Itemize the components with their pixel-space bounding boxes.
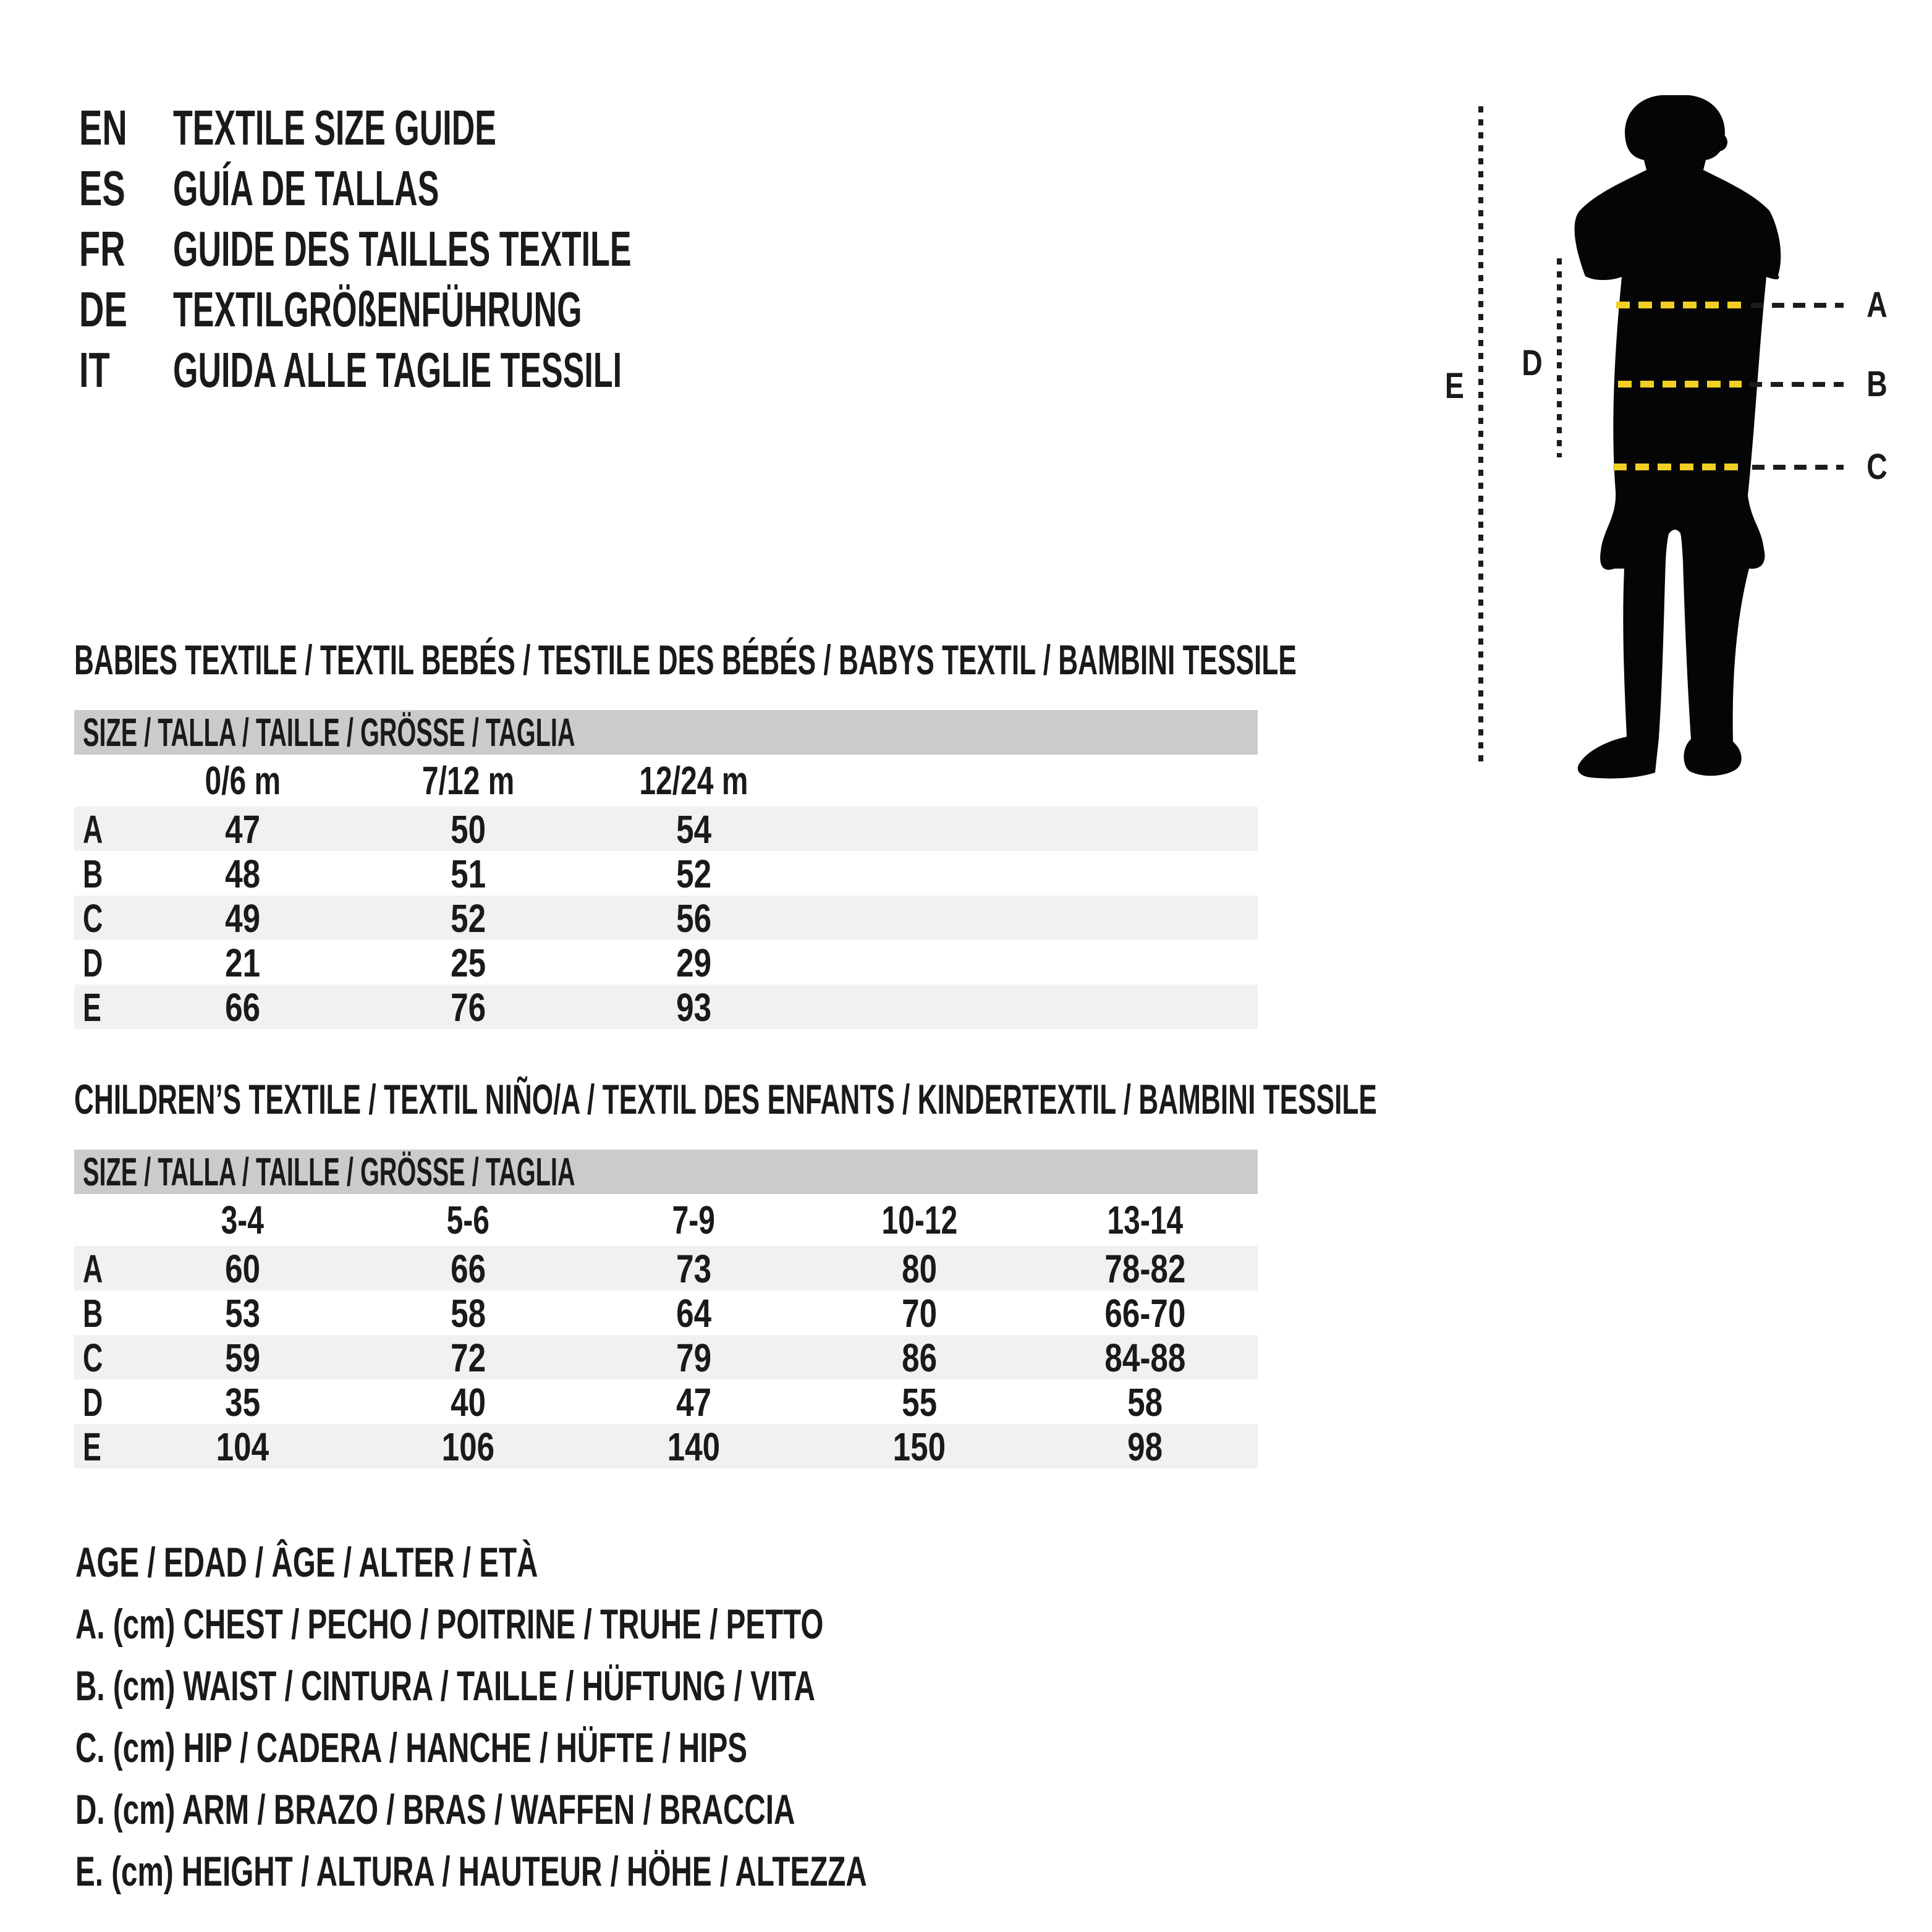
cell-value: 64 bbox=[676, 1291, 711, 1336]
table-row bbox=[74, 985, 1258, 1029]
language-title: GUÍA DE TALLAS bbox=[173, 161, 439, 216]
cell-value: 66-70 bbox=[1104, 1291, 1185, 1336]
cell-value: 66 bbox=[451, 1247, 486, 1291]
measure-label-b: B bbox=[1866, 364, 1888, 404]
row-label: E bbox=[83, 985, 101, 1030]
measure-label-e: E bbox=[1444, 366, 1464, 406]
measurement-legend bbox=[75, 1532, 1206, 1902]
table-row bbox=[74, 896, 1258, 940]
legend-line-waist: B. (cm) WAIST / CINTURA / TAILLE / HÜFTUNG / VITA bbox=[75, 1663, 815, 1710]
children-section-title: CHILDREN’S TEXTILE / TEXTIL NIÑO/A / TEXTIL DES ENFANTS / KINDERTEXTIL / BAMBINI TESSILE bbox=[74, 1076, 1377, 1123]
cell-value: 55 bbox=[902, 1380, 937, 1425]
language-title: TEXTILE SIZE GUIDE bbox=[173, 100, 496, 155]
cell-value: 35 bbox=[225, 1380, 260, 1425]
cell-value: 86 bbox=[902, 1336, 937, 1380]
row-label: C bbox=[83, 896, 103, 941]
row-label: A bbox=[83, 1247, 103, 1291]
chest-line-yellow-a bbox=[1616, 302, 1743, 308]
hip-line-yellow-c bbox=[1613, 464, 1744, 470]
table-row bbox=[74, 1290, 1258, 1335]
cell-value: 84-88 bbox=[1104, 1336, 1185, 1380]
children-column-header-row bbox=[74, 1194, 1258, 1246]
cell-value: 104 bbox=[216, 1425, 269, 1469]
language-code: ES bbox=[79, 161, 125, 216]
table-row bbox=[74, 807, 1258, 851]
cell-value: 52 bbox=[676, 852, 711, 896]
language-title: GUIDA ALLE TAGLIE TESSILI bbox=[173, 342, 622, 397]
cell-value: 53 bbox=[225, 1291, 260, 1336]
cell-value: 150 bbox=[892, 1425, 946, 1469]
table-row bbox=[74, 1246, 1258, 1290]
measure-label-a: A bbox=[1866, 285, 1888, 325]
cell-value: 73 bbox=[676, 1247, 711, 1291]
cell-value: 79 bbox=[676, 1336, 711, 1380]
language-row-en bbox=[79, 98, 878, 158]
column-header: 7-9 bbox=[672, 1198, 716, 1242]
cell-value: 98 bbox=[1127, 1425, 1163, 1469]
row-label: C bbox=[83, 1336, 103, 1380]
cell-value: 58 bbox=[451, 1291, 486, 1336]
cell-value: 52 bbox=[451, 896, 486, 941]
legend-line-chest: A. (cm) CHEST / PECHO / POITRINE / TRUHE / PETTO bbox=[75, 1601, 824, 1648]
babies-column-header-row bbox=[74, 755, 1258, 807]
language-code: EN bbox=[79, 100, 127, 155]
column-header: 5-6 bbox=[446, 1198, 490, 1242]
babies-size-table bbox=[74, 710, 1258, 1029]
column-header: 10-12 bbox=[881, 1198, 957, 1242]
waist-line-yellow-b bbox=[1618, 381, 1742, 388]
measure-label-c: C bbox=[1866, 447, 1888, 487]
cell-value: 66 bbox=[225, 985, 260, 1030]
column-header: 3-4 bbox=[221, 1198, 265, 1242]
cell-value: 59 bbox=[225, 1336, 260, 1380]
language-code: IT bbox=[79, 342, 110, 397]
cell-value: 72 bbox=[451, 1336, 486, 1380]
measure-label-d: D bbox=[1522, 343, 1543, 383]
column-header: 12/24 m bbox=[639, 758, 748, 803]
language-row-fr bbox=[79, 219, 878, 279]
language-row-es bbox=[79, 158, 878, 219]
row-label: B bbox=[83, 852, 103, 896]
children-size-table bbox=[74, 1150, 1258, 1468]
language-code: FR bbox=[79, 221, 125, 276]
cell-value: 80 bbox=[902, 1247, 937, 1291]
row-label: B bbox=[83, 1291, 103, 1336]
table-row bbox=[74, 1335, 1258, 1379]
children-size-header-band: SIZE / TALLA / TAILLE / GRÖSSE / TAGLIA bbox=[74, 1150, 1258, 1194]
language-row-de bbox=[79, 279, 878, 340]
cell-value: 49 bbox=[225, 896, 260, 941]
column-header: 7/12 m bbox=[422, 758, 515, 803]
language-title: GUIDE DES TAILLES TEXTILE bbox=[173, 221, 632, 276]
table-row bbox=[74, 940, 1258, 985]
babies-size-header-band: SIZE / TALLA / TAILLE / GRÖSSE / TAGLIA bbox=[74, 710, 1258, 755]
babies-section-title: BABIES TEXTILE / TEXTIL BEBÉS / TESTILE DES BÉBÉS / BABYS TEXTIL / BAMBINI TESSILE bbox=[74, 637, 1297, 684]
table-row bbox=[74, 851, 1258, 896]
cell-value: 54 bbox=[676, 807, 711, 852]
cell-value: 58 bbox=[1127, 1380, 1163, 1425]
cell-value: 25 bbox=[451, 941, 486, 985]
row-label: D bbox=[83, 1380, 103, 1425]
cell-value: 48 bbox=[225, 852, 260, 896]
cell-value: 29 bbox=[676, 941, 711, 985]
column-header: 0/6 m bbox=[205, 758, 281, 803]
chest-line-black-a bbox=[1751, 303, 1844, 308]
column-header: 13-14 bbox=[1107, 1198, 1183, 1242]
cell-value: 93 bbox=[676, 985, 711, 1030]
row-label: D bbox=[83, 941, 103, 985]
legend-line-arm: D. (cm) ARM / BRAZO / BRAS / WAFFEN / BRACCIA bbox=[75, 1786, 795, 1833]
cell-value: 47 bbox=[676, 1380, 711, 1425]
cell-value: 106 bbox=[441, 1425, 495, 1469]
language-code: DE bbox=[79, 282, 127, 337]
cell-value: 70 bbox=[902, 1291, 937, 1336]
language-title: TEXTILGRÖßENFÜHRUNG bbox=[173, 282, 582, 337]
cell-value: 140 bbox=[667, 1425, 721, 1469]
waist-line-black-b bbox=[1750, 382, 1844, 387]
legend-line-age: AGE / EDAD / ÂGE / ALTER / ETÀ bbox=[75, 1539, 538, 1586]
legend-line-height: E. (cm) HEIGHT / ALTURA / HAUTEUR / HÖHE / ALTEZZA bbox=[75, 1848, 867, 1895]
cell-value: 76 bbox=[451, 985, 486, 1030]
language-title-list bbox=[79, 98, 878, 400]
cell-value: 78-82 bbox=[1104, 1247, 1185, 1291]
row-label: E bbox=[83, 1425, 101, 1469]
cell-value: 56 bbox=[676, 896, 711, 941]
cell-value: 21 bbox=[225, 941, 260, 985]
row-label: A bbox=[83, 807, 103, 852]
cell-value: 40 bbox=[451, 1380, 486, 1425]
hip-line-black-c bbox=[1752, 465, 1844, 470]
table-row bbox=[74, 1379, 1258, 1424]
cell-value: 47 bbox=[225, 807, 260, 852]
cell-value: 50 bbox=[451, 807, 486, 852]
table-row bbox=[74, 1424, 1258, 1468]
cell-value: 60 bbox=[225, 1247, 260, 1291]
language-row-it bbox=[79, 340, 878, 400]
legend-line-hip: C. (cm) HIP / CADERA / HANCHE / HÜFTE / HIPS bbox=[75, 1724, 747, 1771]
cell-value: 51 bbox=[451, 852, 486, 896]
